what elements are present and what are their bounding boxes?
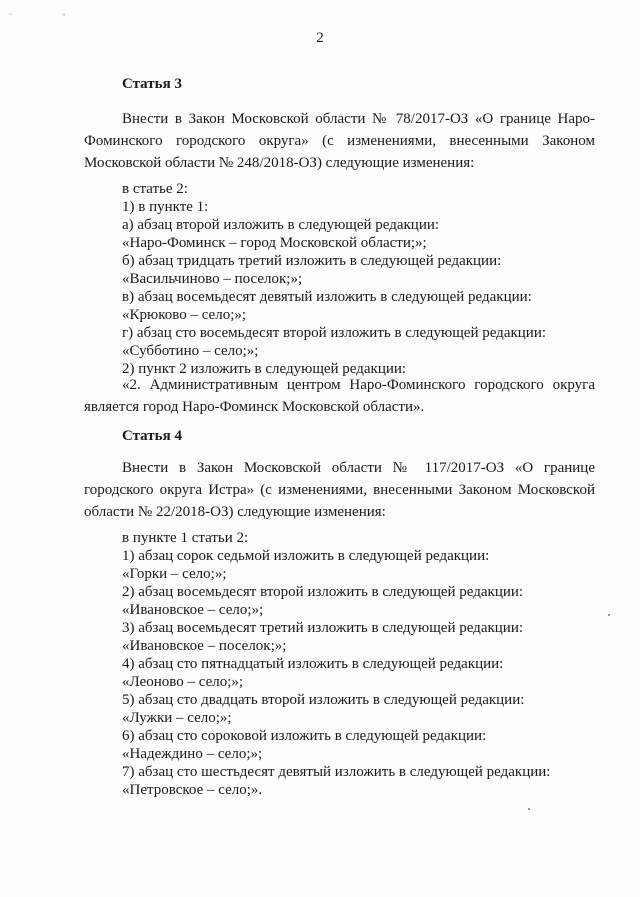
article-3-closing: «2. Административным центром Наро-Фоминского городского округа является город Наро-Фоминск Московской области». bbox=[84, 377, 595, 415]
article-4-line: «Надеждино – село;»; bbox=[122, 746, 263, 762]
article-4-line: в пункте 1 статьи 2: bbox=[122, 530, 249, 546]
article-4-line: «Горки – село;»; bbox=[122, 566, 227, 582]
article-3-line: б) абзац тридцать третий изложить в следующей редакции: bbox=[122, 253, 502, 269]
article-4-line: «Лужки – село;»; bbox=[122, 710, 232, 726]
article-4-line: «Петровское – село;». bbox=[122, 782, 263, 798]
article-4-line: 3) абзац восемьдесят третий изложить в следующей редакции: bbox=[122, 620, 524, 636]
article-3-line: в) абзац восемьдесят девятый изложить в следующей редакции: bbox=[122, 289, 532, 305]
article-3-heading: Статья 3 bbox=[122, 76, 182, 92]
article-3-line: 1) в пункте 1: bbox=[122, 199, 209, 215]
article-3-line: «Васильчиново – поселок;»; bbox=[122, 271, 303, 287]
article-3-line: г) абзац сто восемьдесят второй изложить в следующей редакции: bbox=[122, 325, 547, 341]
article-3-line: в статье 2: bbox=[122, 181, 188, 197]
scan-mark: " bbox=[62, 12, 66, 22]
article-4-line: «Ивановское – поселок;»; bbox=[122, 638, 287, 654]
article-4-line: «Леоново – село;»; bbox=[122, 674, 244, 690]
article-4-intro: Внести в Закон Московской области № 117/2017-ОЗ «О границе городского округа Истра» (с изменениями, внесенными Законом Московской области № 22/2018-ОЗ) следующие изменения: bbox=[84, 460, 595, 520]
article-3-intro: Внести в Закон Московской области № 78/2017-ОЗ «О границе Наро-Фоминского городского округа» (с изменениями, внесенными Законом Московской области № 248/2018-ОЗ) следующие изменения: bbox=[84, 111, 595, 171]
article-3-line: «Крюково – село;»; bbox=[122, 307, 247, 323]
scan-speck bbox=[608, 614, 610, 616]
article-3-line: 2) пункт 2 изложить в следующей редакции: bbox=[122, 361, 407, 377]
article-3-line: а) абзац второй изложить в следующей редакции: bbox=[122, 217, 440, 233]
article-3-line: «Наро-Фоминск – город Московской области;»; bbox=[122, 235, 427, 251]
article-4-line: 5) абзац сто двадцать второй изложить в следующей редакции: bbox=[122, 692, 525, 708]
article-4-line: 4) абзац сто пятнадцатый изложить в следующей редакции: bbox=[122, 656, 504, 672]
article-4-heading: Статья 4 bbox=[122, 428, 182, 444]
article-3-line: «Субботино – село;»; bbox=[122, 343, 259, 359]
article-4-line: 6) абзац сто сороковой изложить в следующей редакции: bbox=[122, 728, 487, 744]
article-4-line: 2) абзац восемьдесят второй изложить в следующей редакции: bbox=[122, 584, 524, 600]
scan-mark: ˘ bbox=[9, 12, 12, 22]
article-4-line: 1) абзац сорок седьмой изложить в следующей редакции: bbox=[122, 548, 490, 564]
article-4-line: 7) абзац сто шестьдесят девятый изложить в следующей редакции: bbox=[122, 764, 551, 780]
scan-speck bbox=[528, 808, 530, 810]
page-number: 2 bbox=[316, 30, 324, 46]
article-4-line: «Ивановское – село;»; bbox=[122, 602, 264, 618]
